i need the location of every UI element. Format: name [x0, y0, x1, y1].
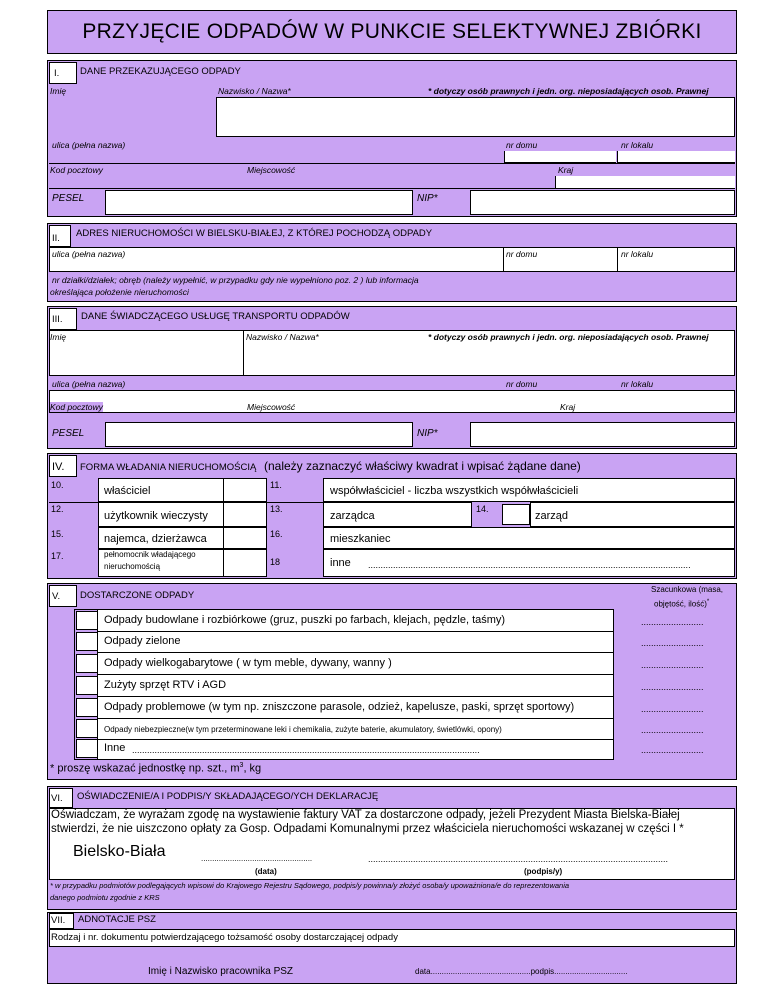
- waste-row-line-1: [98, 631, 614, 632]
- waste-qty-1[interactable]: .........................: [641, 617, 704, 627]
- s1-pesel-label: PESEL: [52, 193, 85, 204]
- s4-label-wspolwlasciciel: współwłaściciel - liczba wszystkich współwłaścicieli: [330, 485, 579, 497]
- s1-kraj-field[interactable]: [555, 176, 735, 188]
- s4-title-a: FORMA WŁADANIA NIERUCHOMOŚCIĄ: [80, 462, 257, 473]
- s6-city: Bielsko-Biała: [73, 843, 166, 860]
- s2-nrdomu-label: nr domu: [506, 249, 538, 259]
- s3-num: III.: [52, 314, 63, 325]
- s4-label-zarzadca: zarządca: [330, 510, 375, 522]
- s1-nrlokalu-label: nr lokalu: [621, 140, 654, 150]
- s5-szac-2: objętość, ilość)*: [654, 599, 710, 609]
- s4-n11: 11.: [270, 480, 282, 490]
- s4-inne-dots[interactable]: .................................................................................................................................: [368, 560, 691, 570]
- waste-label-1: Odpady budowlane i rozbiórkowe (gruz, puszki po farbach, klejach, pędzle, taśmy): [104, 614, 506, 626]
- s4-title-b: (należy zaznaczyć właściwy kwadrat i wpisać żądane dane): [264, 459, 581, 473]
- s5-title: DOSTARCZONE ODPADY: [80, 590, 195, 601]
- waste-row-line-3: [98, 674, 614, 675]
- s4-label-zarzad: zarząd: [535, 510, 569, 522]
- s6-note-1: * w przypadku podmiotów podlegających wpisowi do Krajowego Rejestru Sądowego, podpis/y powinna/y złożyć osoba/y upoważniona/e do reprezentowania: [50, 881, 570, 890]
- s6-podpis-label: (podpis/y): [524, 867, 563, 876]
- s1-nrdomu-field[interactable]: [504, 151, 616, 163]
- s4-n10: 10.: [51, 480, 64, 490]
- s4-row-lines: [49, 502, 735, 503]
- s2-sep-1: [503, 247, 504, 272]
- s4-label-inne: inne: [330, 557, 351, 569]
- waste-checkbox-5[interactable]: [76, 698, 98, 717]
- waste-qty-2[interactable]: .........................: [641, 638, 704, 648]
- s4-n15: 15.: [51, 529, 64, 539]
- s1-note: * dotyczy osób prawnych i jedn. org. nieposiadających osob. Prawnej: [428, 86, 709, 96]
- s1-nazwisko-field[interactable]: [216, 97, 735, 137]
- s7-worker-label: Imię i Nazwisko pracownika PSZ: [148, 966, 294, 977]
- s2-ulica-label: ulica (pełna nazwa): [52, 249, 126, 259]
- page-title: PRZYJĘCIE ODPADÓW W PUNKCIE SELEKTYWNEJ ZBIÓRKI: [82, 20, 702, 43]
- s2-dzialka-label-1: nr działki/działek; obręb (należy wypełnić, w przypadku gdy nie wypełniono poz. 2 ) lub informacja: [52, 275, 419, 285]
- s3-ulica-label: ulica (pełna nazwa): [52, 379, 126, 389]
- waste-inne-dots[interactable]: ...........................................................................................................................................: [132, 745, 480, 755]
- s1-nazwisko-label: Nazwisko / Nazwa*: [218, 86, 291, 96]
- s1-pesel-field[interactable]: [105, 190, 413, 215]
- s1-miejscowosc-label: Miejscowość: [247, 165, 296, 175]
- s6-num: VI.: [51, 793, 63, 804]
- s3-kod-label: Kod pocztowy: [50, 402, 103, 412]
- s4-col-a: [49, 478, 99, 577]
- s3-title: DANE ŚWIADCZĄCEGO USŁUGĘ TRANSPORTU ODPADÓW: [81, 311, 350, 322]
- s4-zarzad-checkbox[interactable]: [502, 504, 530, 525]
- waste-qty-7[interactable]: .........................: [641, 745, 704, 755]
- waste-label-5: Odpady problemowe (w tym np. zniszczone parasole, odzież, kapelusze, paski, sprzęt sportowy): [104, 701, 575, 713]
- s3-sep-name: [243, 330, 244, 376]
- s7-title: ADNOTACJE PSZ: [78, 914, 156, 925]
- waste-qty-5[interactable]: .........................: [641, 704, 704, 714]
- s2-nrlokalu-label: nr lokalu: [621, 249, 654, 259]
- waste-label-3: Odpady wielkogabarytowe ( w tym meble, dywany, wanny ): [104, 657, 392, 669]
- s3-nazwisko-label: Nazwisko / Nazwa*: [246, 332, 319, 342]
- s1-kod-label: Kod pocztowy: [50, 165, 103, 175]
- s3-pesel-label: PESEL: [52, 428, 85, 439]
- s3-nip-label: NIP*: [417, 428, 438, 439]
- s1-nrlokalu-field[interactable]: [617, 151, 735, 163]
- waste-label-4: Zużyty sprzęt RTV i AGD: [104, 679, 227, 691]
- waste-checkbox-7[interactable]: [76, 739, 98, 758]
- s6-date-dots[interactable]: ..................................................: [201, 854, 313, 863]
- s4-n14: 14.: [476, 504, 489, 514]
- s4-label-uzytkownik: użytkownik wieczysty: [104, 510, 208, 522]
- s3-addr-row[interactable]: [49, 390, 735, 413]
- s1-divider: [49, 163, 735, 164]
- s6-sign-dots[interactable]: ........................................................................................................................: [368, 854, 669, 864]
- waste-checkbox-6[interactable]: [76, 719, 98, 738]
- waste-qty-3[interactable]: .........................: [641, 660, 704, 670]
- s1-divider-2: [49, 188, 735, 189]
- s4-n13: 13.: [270, 504, 283, 514]
- s6-note-2: danego podmiotu zgodnie z KRS: [50, 893, 160, 902]
- waste-qty-4[interactable]: .........................: [641, 682, 704, 692]
- waste-row-line-5: [98, 718, 614, 719]
- s7-num: VII.: [51, 915, 66, 926]
- s4-col-b-sep: [223, 478, 224, 577]
- s3-imie-label: Imię: [50, 332, 67, 342]
- s1-num: I.: [54, 68, 60, 79]
- s2-title: ADRES NIERUCHOMOŚCI W BIELSKU-BIAŁEJ, Z KTÓREJ POCHODZĄ ODPADY: [76, 228, 433, 239]
- s1-nip-field[interactable]: [470, 190, 735, 215]
- s6-text-1: Oświadczam, że wyrażam zgodę na wystawienie faktury VAT za dostarczone odpady, jeżeli Prezydent Miasta Bielska-Białej: [51, 809, 680, 821]
- s6-data-label: (data): [255, 867, 277, 876]
- s1-nip-label: NIP*: [417, 193, 438, 204]
- s6-text-2: stwierdzi, że nie uiszczono opłaty za Gosp. Odpadami Komunalnymi przez właściciela nieruchomości wskazanej w części I *: [51, 823, 684, 835]
- s3-nip-field[interactable]: [470, 422, 735, 447]
- s2-sep-2: [617, 247, 618, 272]
- s3-note: * dotyczy osób prawnych i jedn. org. nieposiadających osob. Prawnej: [428, 332, 709, 342]
- waste-label-2: Odpady zielone: [104, 635, 181, 647]
- s4-label-najemca: najemca, dzierżawca: [104, 533, 207, 545]
- waste-checkbox-2[interactable]: [76, 632, 98, 651]
- s1-ulica-label: ulica (pełna nazwa): [52, 140, 126, 150]
- s4-n16: 16.: [270, 529, 283, 539]
- s1-nrdomu-label: nr domu: [506, 140, 538, 150]
- waste-label-6: Odpady niebezpieczne(w tym przeterminowane leki i chemikalia, zużyte baterie, akumulatory, świetlówki, opony): [104, 725, 502, 734]
- waste-checkbox-3[interactable]: [76, 654, 98, 673]
- s4-label-mieszkaniec: mieszkaniec: [330, 533, 391, 545]
- s3-pesel-field[interactable]: [105, 422, 413, 447]
- s1-kraj-label: Kraj: [558, 165, 574, 175]
- s2-dzialka-label-2: określająca położenie nieruchomości: [50, 287, 189, 297]
- s4-label-pelnomocnik-2: nieruchomością: [104, 562, 161, 571]
- s4-label-pelnomocnik-1: pełnomocnik władającego: [104, 550, 196, 559]
- waste-row-line-2: [98, 652, 614, 653]
- s1-title: DANE PRZEKAZUJĄCEGO ODPADY: [80, 66, 241, 77]
- waste-checkbox-1[interactable]: [76, 611, 98, 630]
- s4-n17: 17.: [51, 551, 64, 561]
- s4-label-wlasciciel: właściciel: [104, 485, 151, 497]
- s2-num: II.: [52, 233, 60, 244]
- s5-szac-1: Szacunkowa (masa,: [651, 585, 724, 594]
- s5-footnote: * proszę wskazać jednostkę np. szt., $m^3$, kg: [50, 762, 262, 775]
- s4-num: IV.: [52, 461, 65, 473]
- s5-num: V.: [52, 591, 61, 602]
- waste-row-line-6: [98, 739, 614, 740]
- s6-title: OŚWIADCZENIE/A I PODPIS/Y SKŁADAJĄCEGO/YCH DEKLARACJĘ: [77, 791, 379, 802]
- waste-label-7: Inne: [104, 742, 126, 754]
- s4-n18: 18: [270, 557, 281, 567]
- s7-doc-label: Rodzaj i nr. dokumentu potwierdzającego tożsamość osoby dostarczającej odpady: [51, 932, 398, 943]
- s1-imie-label: Imię: [50, 86, 67, 96]
- waste-checkbox-4[interactable]: [76, 676, 98, 695]
- s3-nrdomu-label: nr domu: [506, 379, 538, 389]
- s7-sign-line[interactable]: data.............................................podpis.................................: [415, 967, 628, 976]
- s3-kraj-label: Kraj: [560, 402, 576, 412]
- waste-row-line-4: [98, 696, 614, 697]
- s4-n12: 12.: [51, 504, 64, 514]
- waste-qty-6[interactable]: .........................: [641, 725, 704, 735]
- s3-miejscowosc-label: Miejscowość: [247, 402, 296, 412]
- s3-nrlokalu-label: nr lokalu: [621, 379, 654, 389]
